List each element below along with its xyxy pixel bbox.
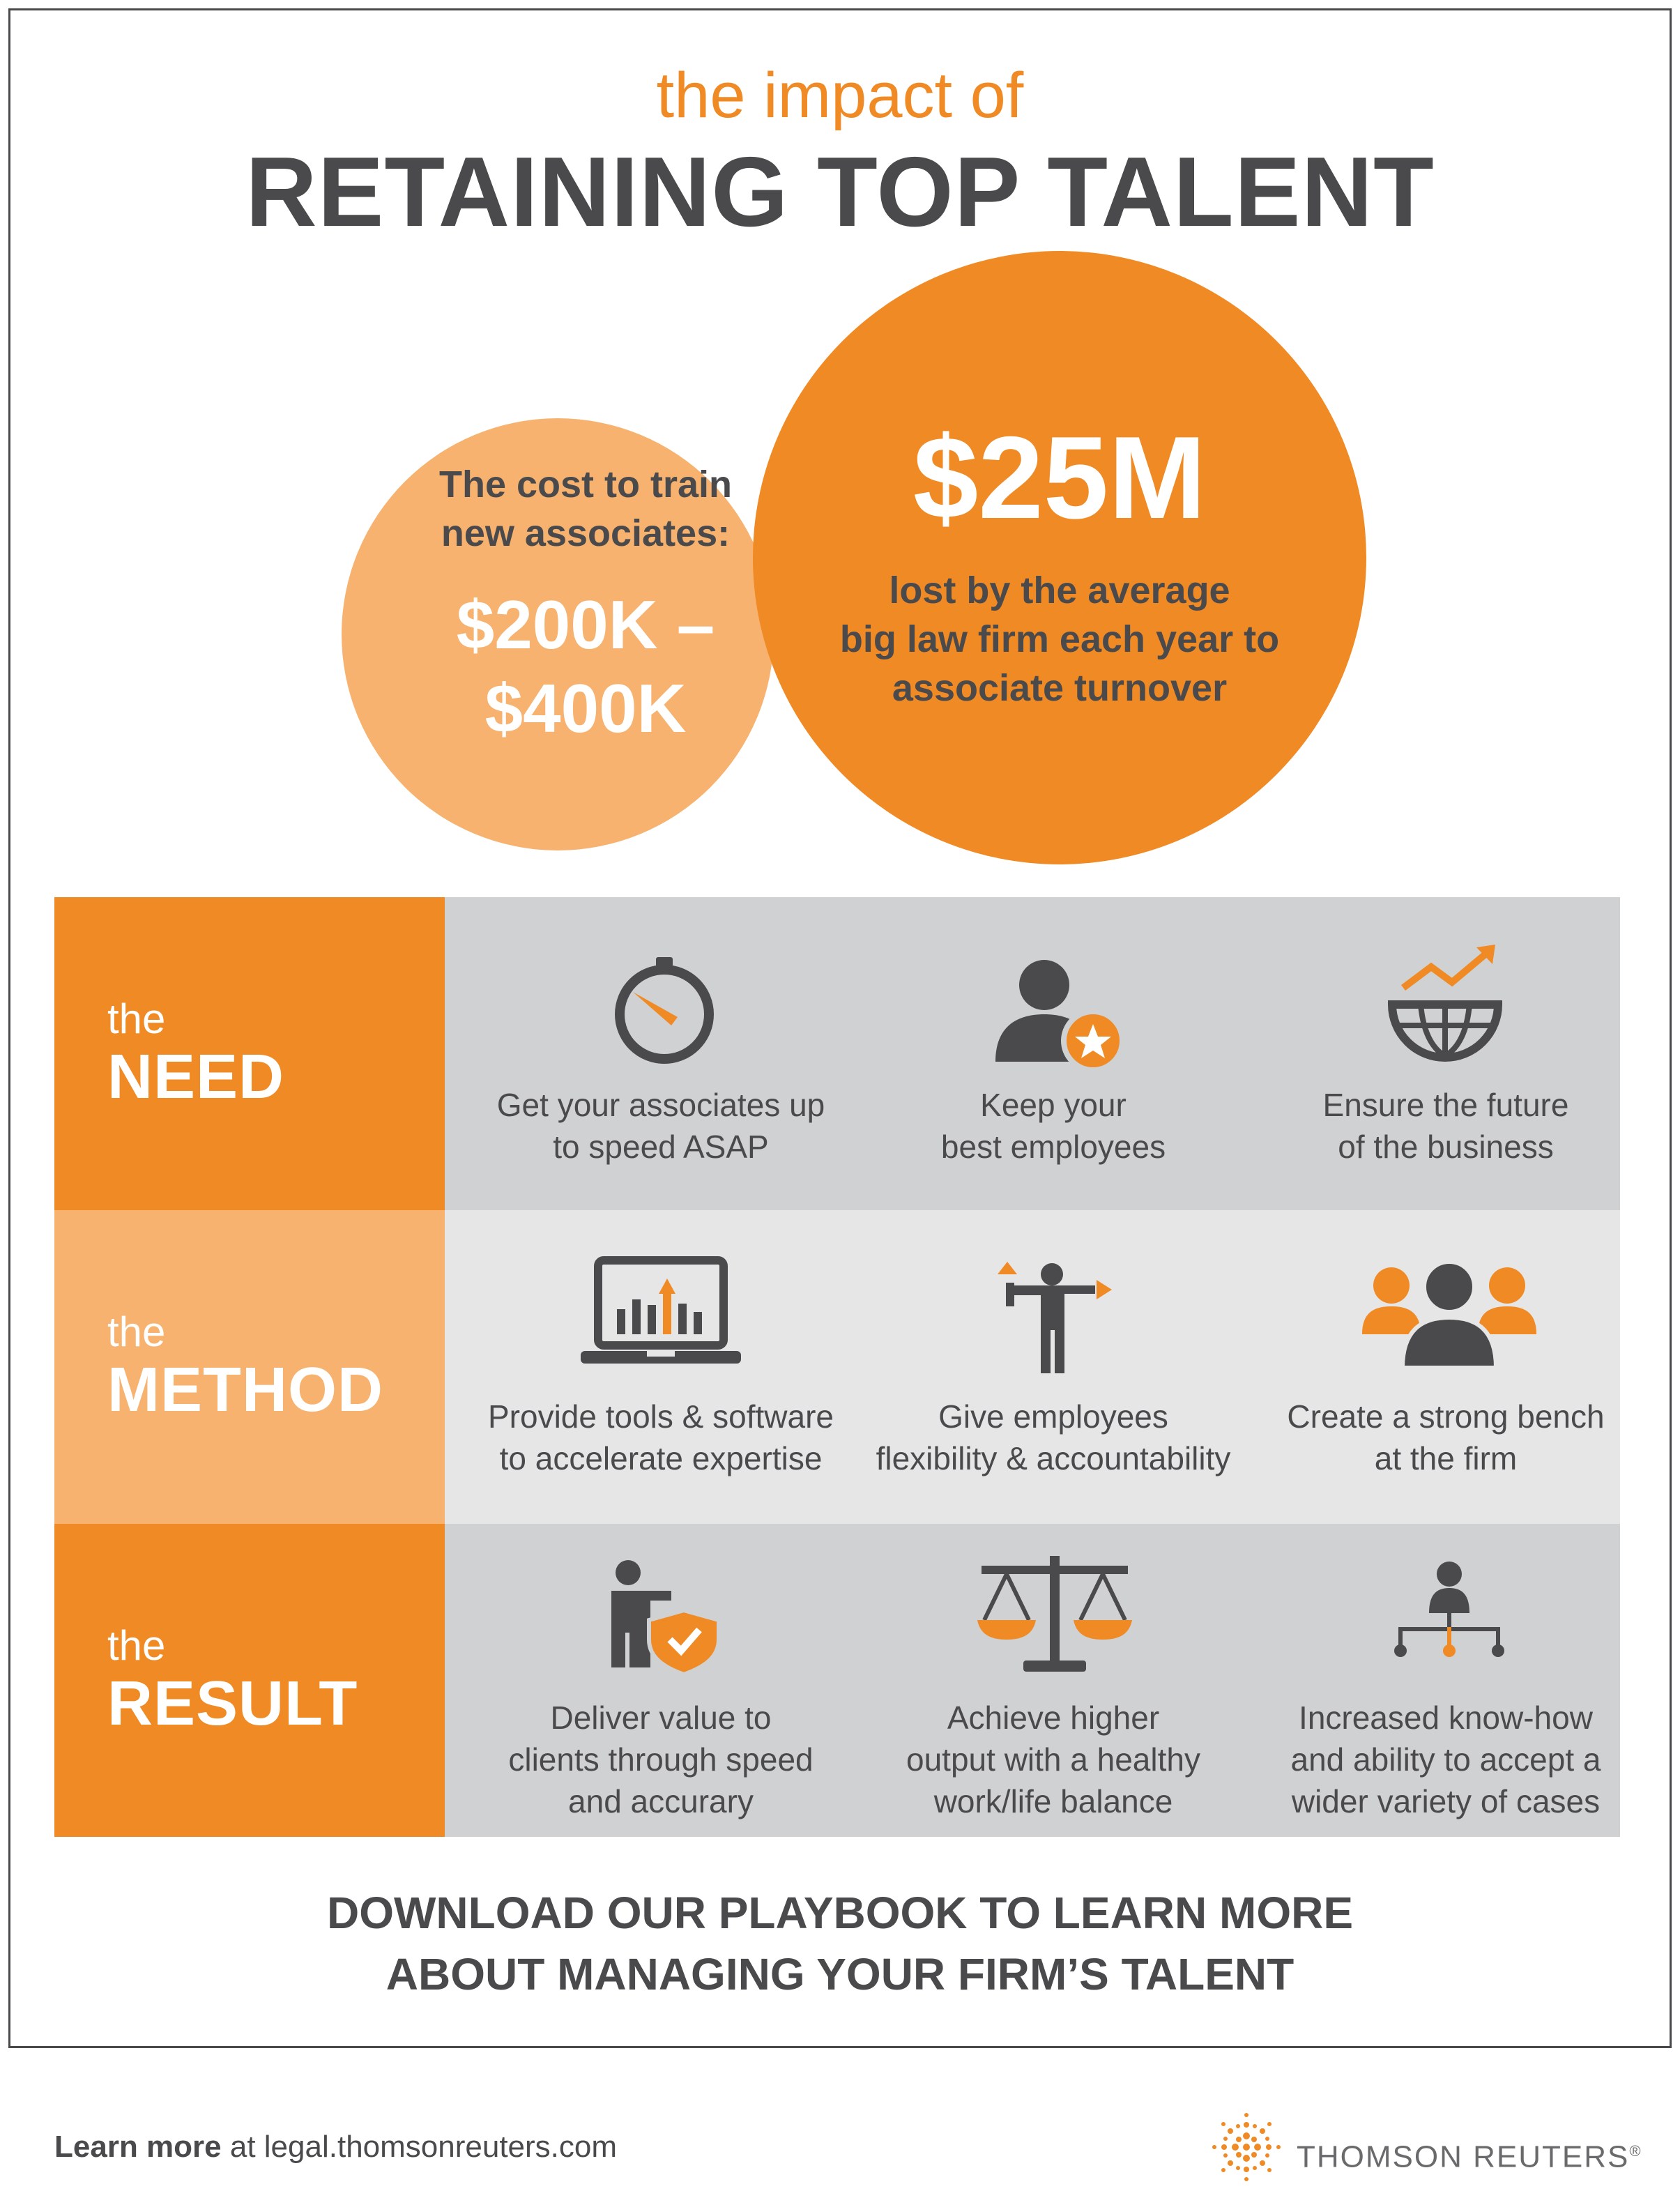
turnover-loss-circle xyxy=(753,251,1366,864)
method-the: the xyxy=(107,1308,166,1355)
training-cost-value-line1: $200K – xyxy=(456,586,715,663)
person-directions-icon xyxy=(992,1253,1117,1379)
need-item-1-line1: Get your associates up xyxy=(496,1087,825,1123)
result-heading: RESULT xyxy=(107,1669,358,1739)
turnover-desc-line2: big law firm each year to xyxy=(839,618,1280,660)
thomson-reuters-logo-text xyxy=(1297,2132,1641,2177)
need-item-1-line2: to speed ASAP xyxy=(553,1129,769,1165)
title-subtitle: the impact of xyxy=(656,60,1024,131)
person-shield-icon xyxy=(602,1556,727,1681)
need-item-2-line1: Keep your xyxy=(980,1087,1127,1123)
training-cost-label-line1: The cost to train xyxy=(438,464,733,505)
cta-line1: DOWNLOAD OUR PLAYBOOK TO LEARN MORE xyxy=(326,1888,1354,1938)
footer-learn-more[interactable] xyxy=(54,2126,617,2168)
need-item-3-line1: Ensure the future xyxy=(1322,1087,1569,1123)
thomson-reuters-logo-icon xyxy=(1212,2112,1281,2182)
need-heading: NEED xyxy=(107,1042,285,1112)
turnover-loss-value: $25M xyxy=(912,412,1207,543)
scales-icon xyxy=(975,1552,1135,1677)
need-content-cell xyxy=(445,897,1620,1210)
method-item-1-line1: Provide tools & software xyxy=(487,1398,834,1435)
turnover-desc-line1: lost by the average xyxy=(889,570,1230,611)
training-cost-label-line2: new associates: xyxy=(441,512,731,554)
result-item-1-line3: and accurary xyxy=(568,1783,754,1819)
result-item-3-line1: Increased know-how xyxy=(1299,1700,1593,1736)
footer-learn-bold: Learn more xyxy=(54,2130,222,2164)
result-item-3-line2: and ability to accept a xyxy=(1290,1741,1601,1778)
method-content-cell xyxy=(445,1210,1620,1524)
result-item-2-line1: Achieve higher xyxy=(947,1700,1160,1736)
globe-growth-icon xyxy=(1382,939,1508,1064)
need-item-3-line2: of the business xyxy=(1338,1129,1554,1165)
method-item-3-line2: at the firm xyxy=(1374,1440,1518,1476)
employee-star-icon xyxy=(988,950,1128,1076)
result-the: the xyxy=(107,1622,166,1669)
brand-name: THOMSON REUTERS xyxy=(1297,2139,1630,2174)
method-item-1-line2: to accelerate expertise xyxy=(499,1440,823,1476)
need-item-2-line2: best employees xyxy=(940,1129,1166,1165)
stopwatch-icon xyxy=(605,950,724,1069)
download-playbook-cta[interactable] xyxy=(0,1882,1680,2005)
method-item-2-line1: Give employees xyxy=(938,1398,1168,1435)
method-label-cell xyxy=(54,1210,445,1524)
footer-learn-link[interactable]: at legal.thomsonreuters.com xyxy=(221,2130,618,2164)
method-heading: METHOD xyxy=(107,1355,383,1425)
cta-line2: ABOUT MANAGING YOUR FIRM’S TALENT xyxy=(385,1949,1295,1999)
org-chart-icon xyxy=(1390,1556,1509,1674)
team-icon xyxy=(1362,1256,1536,1375)
result-item-1-line1: Deliver value to xyxy=(550,1700,772,1736)
turnover-desc-line3: associate turnover xyxy=(892,667,1228,709)
brand-registered-mark: ® xyxy=(1629,2142,1641,2160)
training-cost-value-line2: $400K xyxy=(484,670,687,747)
need-the: the xyxy=(107,995,166,1042)
method-item-2-line2: flexibility & accountability xyxy=(876,1440,1231,1476)
result-label-cell xyxy=(54,1524,445,1837)
page-title: RETAINING TOP TALENT xyxy=(245,137,1435,247)
result-item-2-line2: output with a healthy xyxy=(906,1741,1200,1778)
result-content-cell xyxy=(445,1524,1620,1837)
need-label-cell xyxy=(54,897,445,1210)
method-item-3-line1: Create a strong bench xyxy=(1287,1398,1605,1435)
result-item-1-line2: clients through speed xyxy=(508,1741,814,1778)
laptop-chart-icon xyxy=(581,1253,741,1372)
result-item-2-line3: work/life balance xyxy=(933,1783,1173,1819)
result-item-3-line3: wider variety of cases xyxy=(1291,1783,1601,1819)
